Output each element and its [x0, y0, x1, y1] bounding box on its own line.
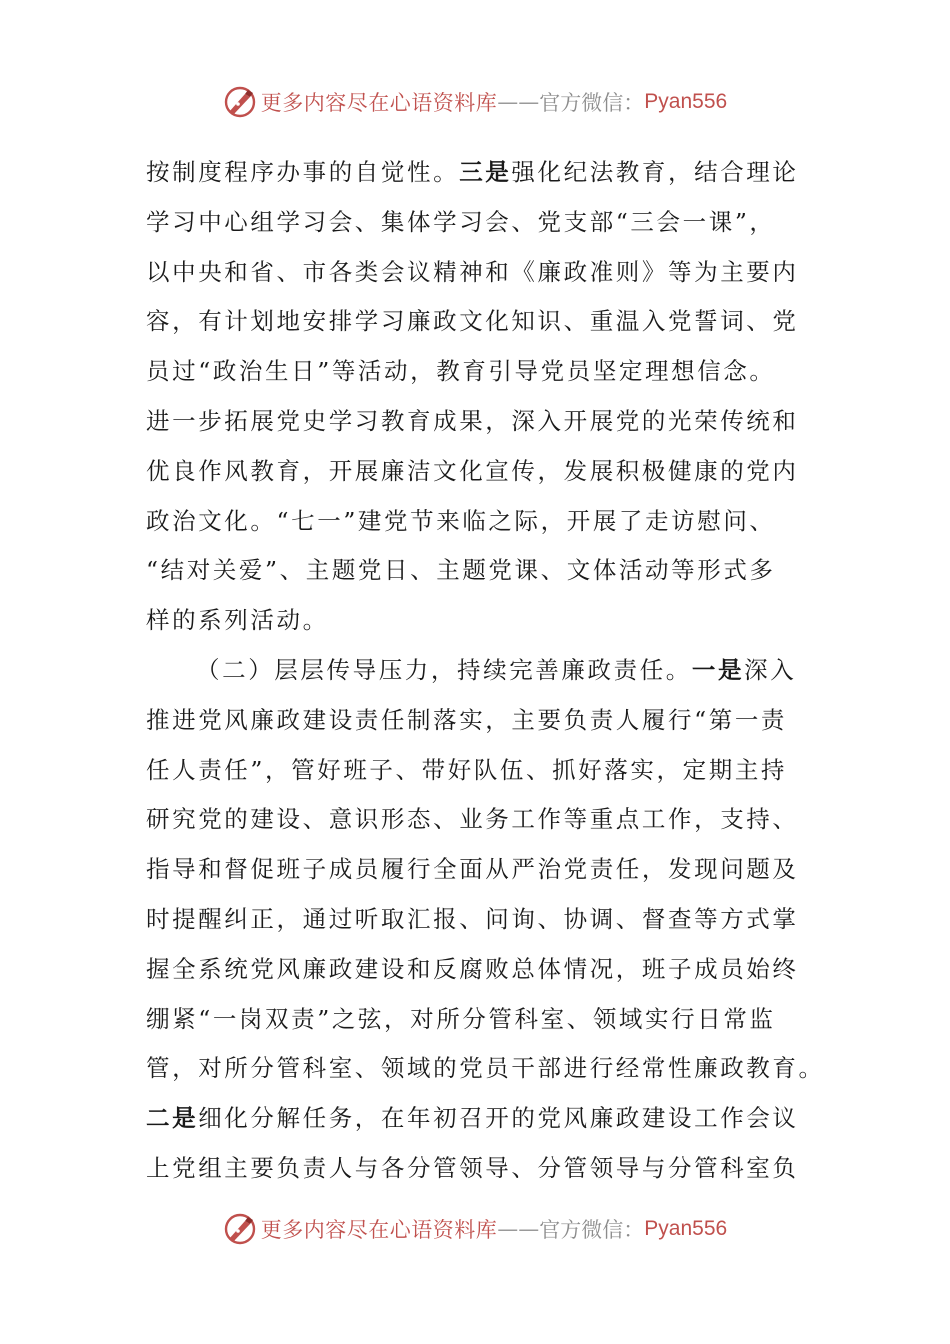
text-run: 时提醒纠正，通过听取汇报、问询、协调、督查等方式掌: [146, 904, 799, 933]
banner-text: 更多内容尽在心语资料库: [260, 1218, 498, 1242]
text-line: [146, 1094, 806, 1144]
bold-run: 三是: [459, 158, 512, 186]
text-line: [146, 1144, 806, 1194]
banner-separator: ——: [497, 1217, 540, 1241]
banner-separator: ——: [497, 90, 540, 114]
banner-text: 更多内容尽在心语资料库: [260, 91, 498, 115]
bold-run: 一是: [691, 655, 745, 684]
pen-nib-logo-icon: [223, 85, 257, 119]
banner-contact-label: 官方微信：: [539, 1218, 645, 1242]
text-run: “结对关爱”、主题党日、主题党课、文体活动等形式多: [146, 556, 776, 585]
text-line: [146, 895, 806, 945]
text-line: [146, 596, 806, 646]
document-body: [146, 148, 825, 1194]
text-run: 任人责任”，管好班子、带好队伍、抓好落实，定期主持: [146, 755, 788, 784]
text-line: [146, 297, 806, 347]
text-run: 学习中心组学习会、集体学习会、党支部“三会一课”，: [146, 207, 776, 236]
text-run: 以中央和省、市各类会议精神和《廉政准则》等为主要内: [146, 257, 799, 286]
banner-contact-id: Pyan556: [644, 90, 728, 113]
text-line: [146, 845, 806, 895]
footer-watermark-banner: [0, 1209, 950, 1249]
text-run: 推进党风廉政建设责任制落实，主要负责人履行“第一责: [146, 705, 788, 734]
pen-nib-logo-icon: [223, 1212, 257, 1246]
text-run: 样的系列活动。: [146, 606, 329, 635]
text-run: 进一步拓展党史学习教育成果，深入开展党的光荣传统和: [146, 406, 799, 435]
text-line: [146, 1044, 825, 1094]
banner-contact-label: 官方微信：: [539, 91, 645, 115]
text-run: 员过“政治生日”等活动，教育引导党员坚定理想信念。: [146, 357, 776, 386]
text-run: 优良作风教育，开展廉洁文化宣传，发展积极健康的党内: [146, 456, 799, 485]
text-run: 强化纪法教育，结合理论: [511, 158, 799, 186]
text-line: [146, 995, 806, 1045]
banner-contact-id: Pyan556: [644, 1217, 728, 1240]
text-run: 绷紧“一岗双责”之弦，对所分管科室、领域实行日常监: [146, 1004, 776, 1033]
text-run: 深入: [744, 655, 797, 684]
text-run: 细化分解任务，在年初召开的党风廉政建设工作会议: [198, 1104, 799, 1133]
text-run: 按制度程序办事的自觉性。: [146, 158, 460, 186]
text-line: [146, 646, 806, 696]
text-run: 指导和督促班子成员履行全面从严治党责任，发现问题及: [146, 855, 799, 884]
text-run: （二）层层传导压力，持续完善廉政责任。: [196, 655, 692, 684]
text-line: [146, 497, 806, 547]
header-watermark-banner: [0, 82, 950, 122]
text-line: [146, 696, 806, 746]
bold-run: 二是: [146, 1104, 199, 1133]
text-run: 上党组主要负责人与各分管领导、分管领导与分管科室负: [146, 1153, 799, 1182]
text-line: [146, 198, 806, 248]
text-run: 管，对所分管科室、领域的党员干部进行经常性廉政教育。: [146, 1054, 825, 1083]
text-run: 研究党的建设、意识形态、业务工作等重点工作，支持、: [146, 805, 799, 834]
text-run: 容，有计划地安排学习廉政文化知识、重温入党誓词、党: [146, 307, 799, 336]
text-line: [146, 795, 806, 845]
text-line: [146, 248, 806, 298]
text-line: [146, 347, 806, 397]
text-line: [146, 546, 806, 596]
text-line: [146, 397, 806, 447]
text-line: [146, 746, 806, 796]
text-line: [146, 148, 806, 198]
text-line: [146, 945, 806, 995]
text-run: 握全系统党风廉政建设和反腐败总体情况，班子成员始终: [146, 954, 799, 983]
text-run: 政治文化。“七一”建党节来临之际，开展了走访慰问、: [146, 506, 776, 535]
text-line: [146, 447, 806, 497]
